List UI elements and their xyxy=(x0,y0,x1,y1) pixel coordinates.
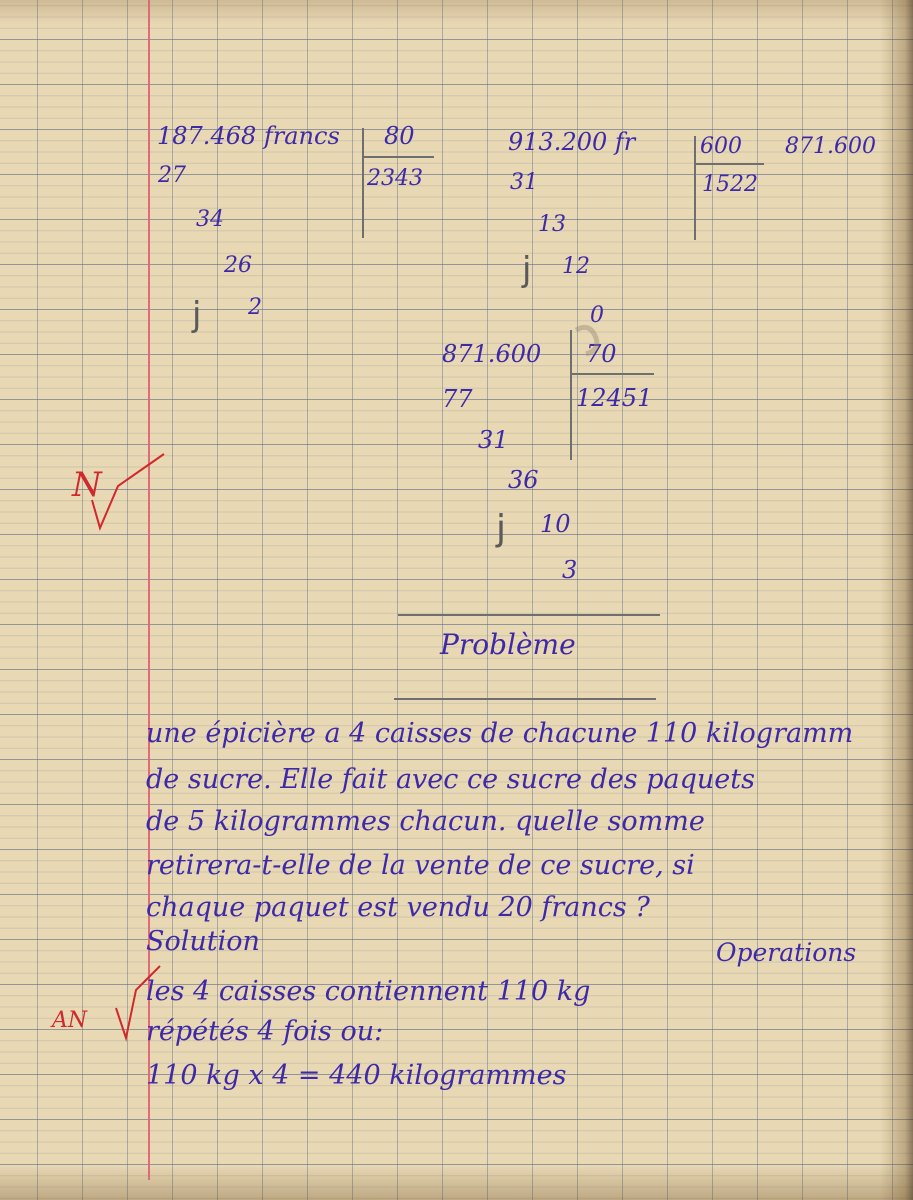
solution-line: les 4 caisses contiennent 110 kg xyxy=(146,976,591,1007)
division3-divisor: 70 xyxy=(586,340,617,368)
division1-step: 26 xyxy=(224,253,252,278)
division2-dividend: 913.200 fr xyxy=(508,128,636,156)
problem-title: Problème xyxy=(440,628,576,661)
division2-step: 12 xyxy=(562,254,590,279)
problem-line: retirera-t-elle de la vente de ce sucre, si xyxy=(146,850,695,881)
division3-step: 10 xyxy=(540,510,571,538)
division3-remainder-mark: j xyxy=(496,508,507,549)
division3-step: 36 xyxy=(508,466,539,494)
teacher-mark: AN xyxy=(52,1008,88,1033)
division2-quotient: 1522 xyxy=(702,172,758,197)
division2-remainder-mark: j xyxy=(522,250,532,290)
division1-step: 34 xyxy=(196,207,224,232)
division3-remainder: 3 xyxy=(562,556,578,584)
teacher-mark: N xyxy=(72,465,102,505)
operations-label: Operations xyxy=(716,938,857,967)
division2-side-value: 871.600 xyxy=(785,134,876,159)
division1-divisor: 80 xyxy=(384,122,415,150)
division2-remainder: 0 xyxy=(590,303,604,328)
division3-step: 77 xyxy=(442,385,473,413)
solution-label: Solution xyxy=(146,926,260,957)
division2-step: 13 xyxy=(538,212,566,237)
division1-quotient: 2343 xyxy=(367,166,423,191)
division1-dividend: 187.468 francs xyxy=(157,122,340,150)
division3-dividend: 871.600 xyxy=(442,340,542,368)
title-rule-bottom xyxy=(394,698,656,700)
problem-line: une épicière a 4 caisses de chacune 110 kilogramm xyxy=(146,718,854,749)
division2-step: 31 xyxy=(510,170,538,195)
division1-step: 27 xyxy=(158,163,186,188)
division3-quotient: 12451 xyxy=(576,384,653,412)
division2-divisor: 600 xyxy=(700,134,742,159)
solution-line: 110 kg x 4 = 440 kilogrammes xyxy=(146,1060,567,1091)
division1-remainder: 2 xyxy=(248,295,262,320)
division1-remainder-mark: j xyxy=(192,295,202,335)
problem-line: chaque paquet est vendu 20 francs ? xyxy=(146,892,650,923)
title-rule-top xyxy=(398,614,660,616)
problem-line: de sucre. Elle fait avec ce sucre des paquets xyxy=(146,764,755,795)
solution-line: répétés 4 fois ou: xyxy=(146,1016,384,1047)
problem-line: de 5 kilogrammes chacun. quelle somme xyxy=(146,806,705,837)
division3-step: 31 xyxy=(478,426,509,454)
